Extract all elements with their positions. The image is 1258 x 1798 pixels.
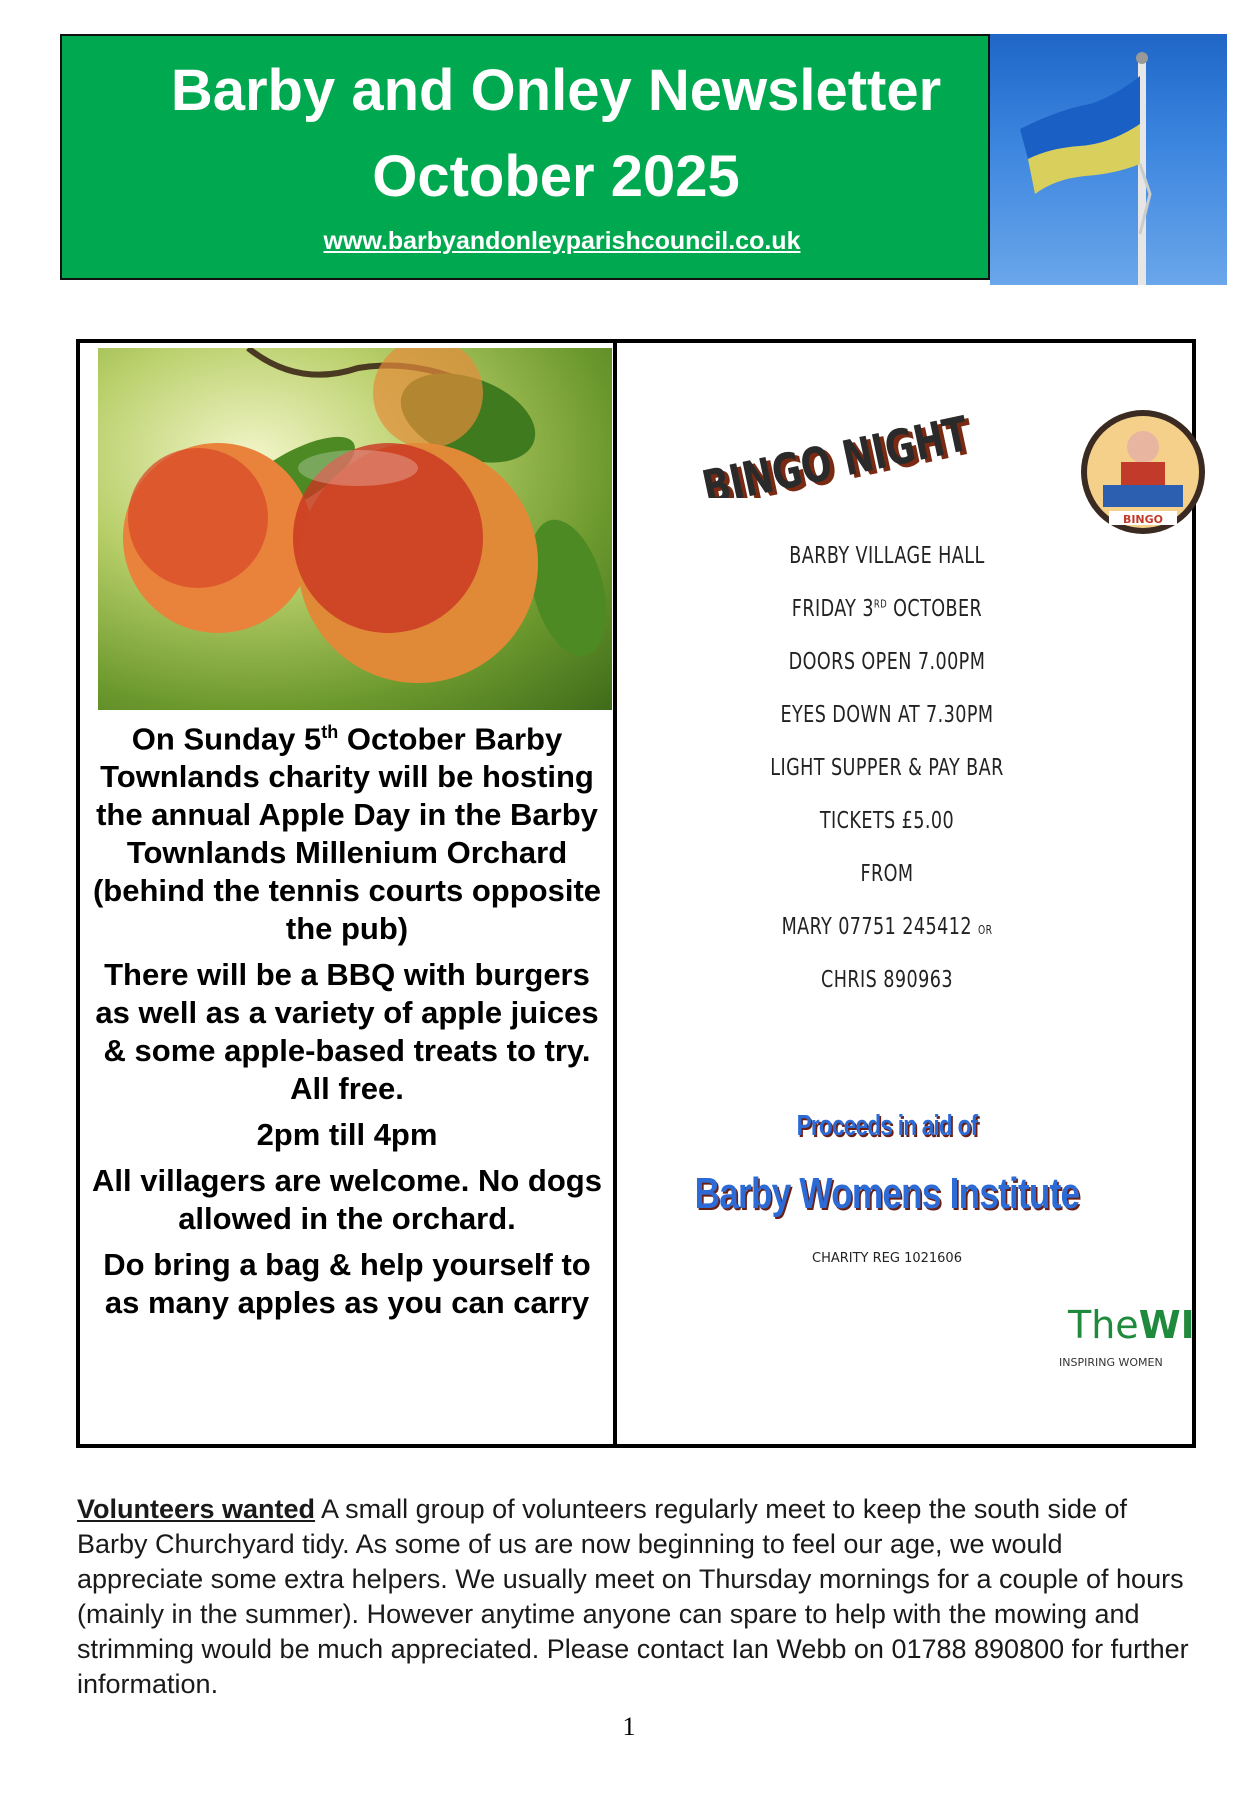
events-box xyxy=(76,339,1196,1448)
volunteers-body: A small group of volunteers regularly meet to keep the south side of Barby Churchyard tidy. As some of us are now beginning to feel our age, we would appreciate some extra helpers. We usually meet on Thursday mornings for a couple of hours (mainly in the summer). However anytime anyone can spare to help with the mowing and strimming would be much appreciated. Please contact Ian Webb on 01788 890800 for further information. xyxy=(77,1494,1189,1699)
newsletter-header xyxy=(60,34,1227,285)
date-month: OCTOBER xyxy=(887,596,983,622)
bingo-eyes-down: EYES DOWN AT 7.30PM xyxy=(780,702,994,728)
bingo-night-title xyxy=(697,398,987,498)
apple-day-intro xyxy=(86,713,608,948)
wi-logo-wi: WI xyxy=(1138,1303,1195,1347)
bingo-supper: LIGHT SUPPER & PAY BAR xyxy=(770,755,1004,781)
intro-rest: October Barby Townlands charity will be hosting the annual Apple Day in the Barby Townlands Millenium Orchard (behind the tennis courts opposite the pub) xyxy=(92,721,602,947)
wi-logo-the: The xyxy=(1068,1303,1139,1347)
contact-or: OR xyxy=(977,923,993,937)
bingo-contact-mary xyxy=(709,914,1066,940)
website-link[interactable]: www.barbyandonleyparishcouncil.co.uk xyxy=(323,227,801,255)
volunteers-heading: Volunteers wanted xyxy=(77,1494,316,1524)
intro-start: On Sunday 5 xyxy=(131,721,322,757)
intro-ordinal: th xyxy=(321,722,339,742)
apple-day-bag: Do bring a bag & help yourself to as many apples as you can carry xyxy=(103,1247,591,1321)
apples-photo xyxy=(98,348,612,710)
bingo-doors: DOORS OPEN 7.00PM xyxy=(788,649,986,675)
organisation-name: Barby Womens Institute xyxy=(694,1169,1080,1218)
bingo-date xyxy=(709,596,1066,622)
date-start: FRIDAY 3 xyxy=(791,596,874,622)
title-banner xyxy=(60,34,990,280)
bingo-title-shadow: BINGO NIGHT xyxy=(702,398,987,498)
wi-logo xyxy=(1068,1303,1195,1347)
bingo-column xyxy=(617,343,1195,1444)
newsletter-date: October 2025 xyxy=(372,144,740,209)
proceeds-heading: Proceeds in aid of xyxy=(796,1110,978,1142)
bingo-logo-graphic xyxy=(1073,407,1213,537)
wi-tagline: INSPIRING WOMEN xyxy=(1059,1356,1163,1369)
apple-day-time: 2pm till 4pm xyxy=(256,1117,438,1153)
bingo-tickets: TICKETS £5.00 xyxy=(819,808,955,834)
newsletter-title: Barby and Onley Newsletter xyxy=(170,58,942,123)
date-ordinal: RD xyxy=(873,597,888,611)
bingo-venue: BARBY VILLAGE HALL xyxy=(789,543,985,569)
apples-illustration xyxy=(98,348,612,710)
ukraine-flag-image xyxy=(990,34,1227,285)
apple-day-text xyxy=(86,713,608,1330)
apple-day-welcome: All villagers are welcome. No dogs allowed in the orchard. xyxy=(92,1163,602,1237)
bingo-title-graphic xyxy=(697,398,987,498)
flag-illustration xyxy=(990,34,1227,285)
apple-day-column xyxy=(80,343,613,1444)
charity-reg: CHARITY REG 1021606 xyxy=(812,1251,962,1266)
page-number: 1 xyxy=(622,1712,636,1741)
bingo-logo-text: BINGO xyxy=(1122,513,1164,526)
bingo-logo xyxy=(1073,407,1213,537)
volunteers-section xyxy=(77,1492,1195,1702)
bingo-title-text: BINGO NIGHT xyxy=(697,398,987,498)
bingo-contact-chris: CHRIS 890963 xyxy=(821,967,953,993)
apple-day-bbq: There will be a BBQ with burgers as well as a variety of apple juices & some apple-based treats to try. All free. xyxy=(95,957,599,1107)
contact-mary-text: MARY 07751 245412 xyxy=(781,914,972,940)
bingo-from: FROM xyxy=(860,861,914,887)
